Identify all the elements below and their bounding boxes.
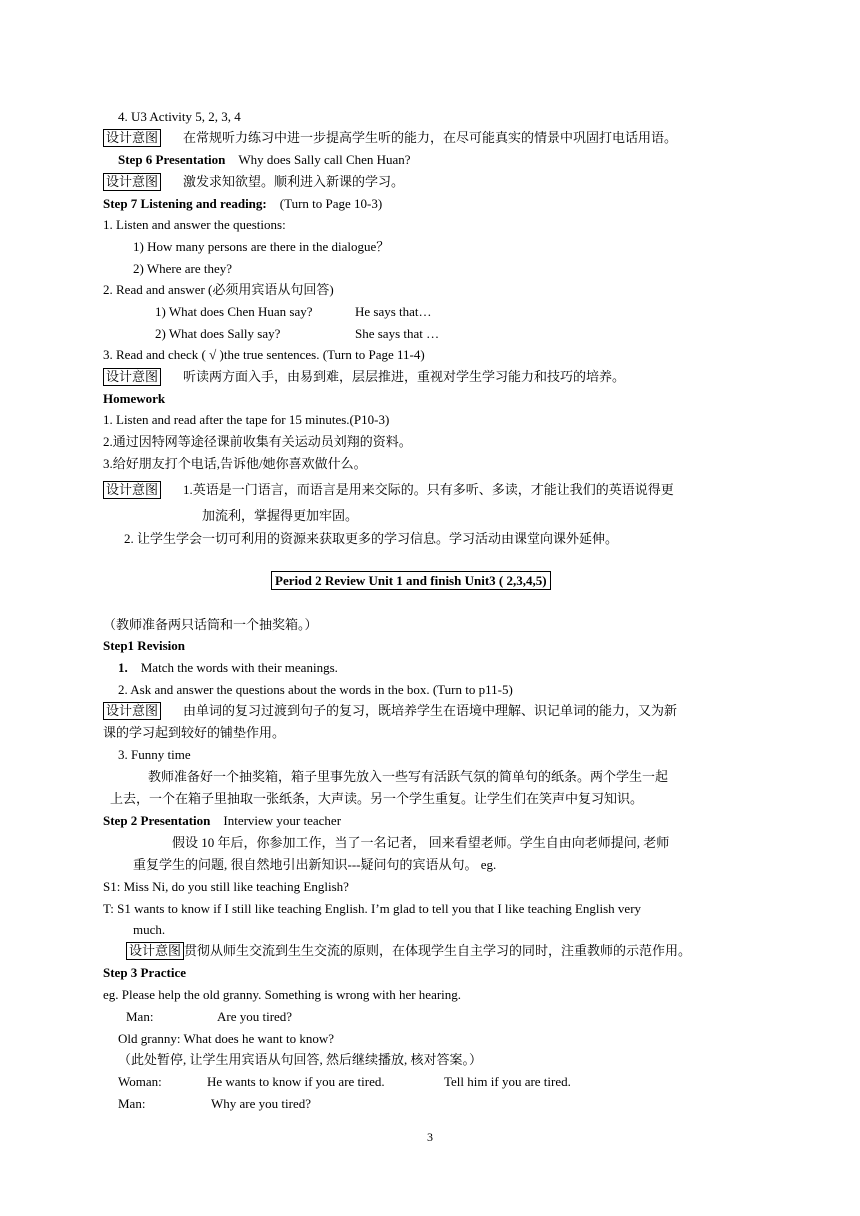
step-3-heading: Step 3 Practice: [103, 965, 187, 980]
design-note: 设计意图 在常规听力练习中进一步提高学生听的能力，在尽可能真实的情景中巩固打电话用语。: [103, 129, 677, 147]
text-line: 1. Listen and read after the tape for 15 minutes.(P10-3): [103, 412, 390, 427]
text-line: 加流利，掌握得更加牢固。: [202, 508, 359, 523]
design-intent-tag: 设计意图: [126, 942, 184, 960]
text-line: 2.通过因特网等途径课前收集有关运动员刘翔的资料。: [103, 434, 412, 449]
design-note: 设计意图 听读两方面入手，由易到难，层层推进，重视对学生学习能力和技巧的培养。: [103, 368, 625, 386]
page-number: 3: [427, 1130, 433, 1144]
text-line: much.: [133, 922, 166, 937]
text-line: 课的学习起到较好的铺垫作用。: [103, 725, 286, 740]
step-7-heading: Step 7 Listening and reading: (Turn to Page 10-3): [103, 196, 383, 211]
step-2-heading: Step 2 Presentation Interview your teacher: [103, 813, 342, 828]
period-heading: Period 2 Review Unit 1 and finish Unit3 ( 2,3,4,5): [271, 572, 551, 590]
text-line: He says that…: [355, 304, 432, 319]
text-line: 重复学生的问题, 很自然地引出新知识---疑问句的宾语从句。 eg.: [133, 857, 497, 872]
text-line: 2. 让学生学会一切可利用的资源来获取更多的学习信息。学习活动由课堂向课外延伸。: [124, 531, 619, 546]
dialogue-line: Tell him if you are tired.: [444, 1074, 571, 1089]
step-1-heading: Step1 Revision: [103, 638, 185, 653]
step-6-heading: Step 6 Presentation Why does Sally call Chen Huan?: [118, 152, 411, 167]
text-line: 1. Match the words with their meanings.: [118, 660, 338, 675]
design-note: 设计意图 1.英语是一门语言，而语言是用来交际的。只有多听、多读，才能让我们的英语说得更: [103, 481, 674, 499]
dialogue-line: Why are you tired?: [211, 1096, 311, 1111]
text-line: eg. Please help the old granny. Something is wrong with her hearing.: [103, 987, 462, 1002]
design-note: 设计意图 由单词的复习过渡到句子的复习，既培养学生在语境中理解、识记单词的能力，又为新: [103, 702, 677, 720]
design-intent-tag: 设计意图: [103, 173, 161, 191]
text-line: 上去，一个在箱子里抽取一张纸条，大声读。另一个学生重复。让学生们在笑声中复习知识。: [110, 791, 644, 806]
text-line: 3. Funny time: [118, 747, 191, 762]
text-line: 假设 10 年后，你参加工作，当了一名记者， 回来看望老师。学生自由向老师提问, 老师: [172, 835, 670, 850]
text-line: 3. Read and check ( √ )the true sentences. (Turn to Page 11-4): [103, 347, 425, 362]
dialogue-speaker: Man:: [126, 1009, 154, 1024]
dialogue-speaker: Woman:: [118, 1074, 162, 1089]
text-line: 1) What does Chen Huan say?: [155, 304, 313, 319]
dialogue-line: T: S1 wants to know if I still like teaching English. I’m glad to tell you that I like teaching English very: [103, 901, 642, 916]
text-line: （此处暂停, 让学生用宾语从句回答, 然后继续播放, 核对答案。）: [118, 1052, 483, 1067]
text-line: （教师准备两只话筒和一个抽奖箱。）: [103, 617, 318, 632]
design-intent-tag: 设计意图: [103, 368, 161, 386]
text-line: 3.给好朋友打个电话,告诉他/她你喜欢做什么。: [103, 456, 367, 471]
design-note: 设计意图 激发求知欲望。顺利进入新课的学习。: [103, 173, 404, 191]
dialogue-line: Old granny: What does he want to know?: [118, 1031, 335, 1046]
text-line: 2. Ask and answer the questions about the words in the box. (Turn to p11-5): [118, 682, 513, 697]
design-note: 设计意图 贯彻从师生交流到生生交流的原则，在体现学生自主学习的同时，注重教师的示范作用。: [126, 942, 691, 960]
homework-heading: Homework: [103, 391, 166, 406]
dialogue-line: Are you tired?: [217, 1009, 293, 1024]
text-line: 1) How many persons are there in the dialogue？: [133, 239, 390, 254]
design-intent-tag: 设计意图: [103, 481, 161, 499]
text-line: She says that …: [355, 326, 440, 341]
text-line: 2) What does Sally say?: [155, 326, 281, 341]
design-intent-tag: 设计意图: [103, 702, 161, 720]
dialogue-line: S1: Miss Ni, do you still like teaching English?: [103, 879, 349, 894]
text-line: 4. U3 Activity 5, 2, 3, 4: [118, 109, 241, 124]
text-line: 2) Where are they?: [133, 261, 233, 276]
text-line: 1. Listen and answer the questions:: [103, 217, 286, 232]
design-intent-tag: 设计意图: [103, 129, 161, 147]
text-line: 2. Read and answer (必须用宾语从句回答): [103, 282, 334, 297]
text-line: 教师准备好一个抽奖箱，箱子里事先放入一些写有活跃气氛的简单句的纸条。两个学生一起: [148, 769, 669, 784]
dialogue-speaker: Man:: [118, 1096, 146, 1111]
dialogue-line: He wants to know if you are tired.: [207, 1074, 385, 1089]
